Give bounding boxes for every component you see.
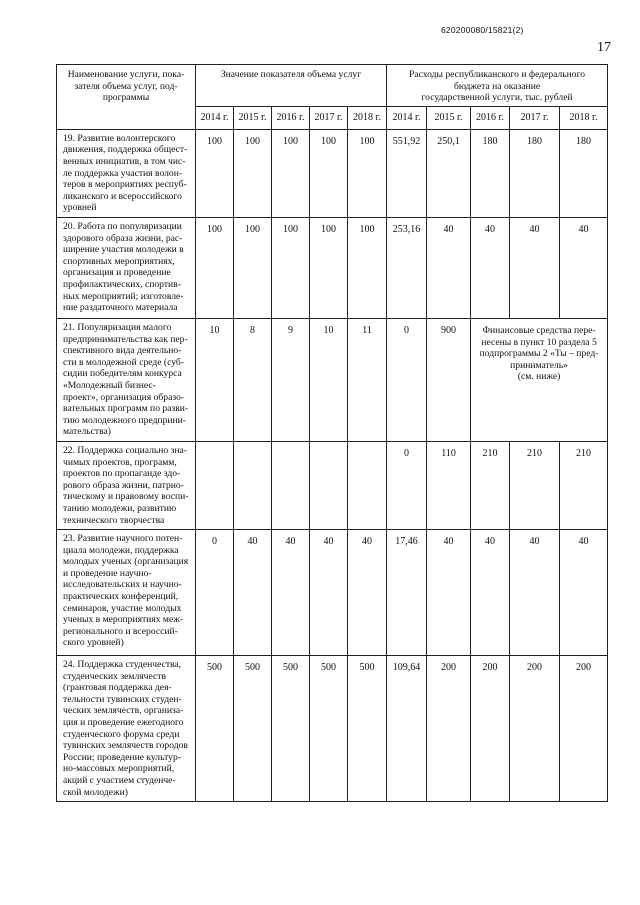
table-row <box>57 656 608 802</box>
volume-value: 100 <box>310 129 348 217</box>
expense-value: 200 <box>510 656 560 802</box>
year-volume-2016: 2016 г. <box>272 106 310 129</box>
expense-value: 210 <box>471 441 510 529</box>
document-id: 620200080/15821(2) <box>441 25 524 35</box>
expense-value: 40 <box>510 217 560 318</box>
year-volume-2015: 2015 г. <box>234 106 272 129</box>
volume-value: 8 <box>234 318 272 441</box>
expense-value: 110 <box>427 441 471 529</box>
expense-value: 900 <box>427 318 471 441</box>
expense-value: 17,46 <box>387 530 427 656</box>
expense-value: 200 <box>560 656 608 802</box>
expense-value: 0 <box>387 318 427 441</box>
expense-value: 210 <box>560 441 608 529</box>
page-number: 17 <box>597 40 611 55</box>
year-expenses-2016: 2016 г. <box>471 106 510 129</box>
year-volume-2014: 2014 г. <box>196 106 234 129</box>
volume-value: 40 <box>348 530 387 656</box>
volume-value: 500 <box>310 656 348 802</box>
table-row <box>57 530 608 656</box>
expense-value: 250,1 <box>427 129 471 217</box>
volume-value: 11 <box>348 318 387 441</box>
service-name: 19. Развитие волонтерского движения, поддержка общест- венных инициатив, в том чис- ле поддержка участия волон- теров в мероприятиях респуб- ликанского и всероссийского уровней <box>57 129 196 217</box>
volume-value: 500 <box>348 656 387 802</box>
expense-value: 40 <box>560 217 608 318</box>
volume-value: 100 <box>196 217 234 318</box>
expense-value: 210 <box>510 441 560 529</box>
expense-value: 253,16 <box>387 217 427 318</box>
expense-value: 40 <box>471 217 510 318</box>
service-name: 20. Работа по популяризации здорового образа жизни, рас- ширение участия молодежи в спортивных мероприятиях, организация и проведение профилактических, спортив- ных мероприятий; изготовле- ние раздаточного материала <box>57 217 196 318</box>
volume-value: 500 <box>234 656 272 802</box>
expense-value: 551,92 <box>387 129 427 217</box>
expense-value: 40 <box>427 217 471 318</box>
transfer-note: Финансовые средства пере- несены в пункт 10 раздела 5 подпрограммы 2 «Ты – пред- приниматель» (см. ниже) <box>471 318 608 441</box>
expense-value: 200 <box>427 656 471 802</box>
expense-value: 40 <box>560 530 608 656</box>
expense-value: 40 <box>471 530 510 656</box>
service-name: 21. Популяризация малого предпринимательства как пер- спективного вида деятельно- сти в молодежной среде (суб- сидии победителям конкурса «Молодежный бизнес- проект», организация образо- вательных программ по разви- тию молодежного предприни- мательства) <box>57 318 196 441</box>
volume-value: 40 <box>272 530 310 656</box>
table-row <box>57 129 608 217</box>
volume-value: 500 <box>272 656 310 802</box>
header-volume: Значение показателя объема услуг <box>196 65 387 107</box>
year-expenses-2014: 2014 г. <box>387 106 427 129</box>
table-row <box>57 318 608 441</box>
volume-value <box>272 441 310 529</box>
services-table <box>56 64 608 802</box>
volume-value <box>234 441 272 529</box>
year-expenses-2017: 2017 г. <box>510 106 560 129</box>
expense-value: 180 <box>471 129 510 217</box>
volume-value <box>348 441 387 529</box>
volume-value <box>310 441 348 529</box>
volume-value: 100 <box>348 217 387 318</box>
volume-value: 100 <box>272 129 310 217</box>
expense-value: 0 <box>387 441 427 529</box>
service-name: 23. Развитие научного потен- циала молодежи, поддержка молодых ученых (организация и проведение научно- исследовательских и научно- практических конференций, семинаров, участие молодых ученых в мероприятиях меж- регионального и всероссий- ского уровней) <box>57 530 196 656</box>
header-service-name: Наименование услуги, пока- зателя объема услуг, под- программы <box>57 65 196 130</box>
expense-value: 40 <box>427 530 471 656</box>
volume-value: 100 <box>272 217 310 318</box>
volume-value: 100 <box>234 217 272 318</box>
service-name: 22. Поддержка социально зна- чимых проектов, программ, проектов по пропаганде здо- рового образа жизни, патрио- тическому и правовому воспи- танию молодежи, развитию технического творчества <box>57 441 196 529</box>
year-volume-2017: 2017 г. <box>310 106 348 129</box>
expense-value: 200 <box>471 656 510 802</box>
expense-value: 109,64 <box>387 656 427 802</box>
volume-value: 40 <box>310 530 348 656</box>
header-expenses: Расходы республиканского и федерального бюджета на оказание государственной услуги, тыс. рублей <box>387 65 608 107</box>
volume-value: 100 <box>348 129 387 217</box>
year-expenses-2018: 2018 г. <box>560 106 608 129</box>
volume-value: 9 <box>272 318 310 441</box>
service-name: 24. Поддержка студенчества, студенческих землячеств (грантовая поддержка дея- тельности тувинских студен- ческих землячеств, организа- ция и проведение ежегодного студенческого форума среди тувинских землячеств городов России; проведение культур- но-массовых мероприятий, акций с участием студенче- ской молодежи) <box>57 656 196 802</box>
table-row <box>57 217 608 318</box>
volume-value: 10 <box>310 318 348 441</box>
year-volume-2018: 2018 г. <box>348 106 387 129</box>
volume-value: 0 <box>196 530 234 656</box>
year-expenses-2015: 2015 г. <box>427 106 471 129</box>
expense-value: 40 <box>510 530 560 656</box>
header-row <box>57 65 608 107</box>
volume-value: 100 <box>196 129 234 217</box>
volume-value: 100 <box>310 217 348 318</box>
volume-value: 40 <box>234 530 272 656</box>
expense-value: 180 <box>510 129 560 217</box>
volume-value: 500 <box>196 656 234 802</box>
volume-value: 100 <box>234 129 272 217</box>
volume-value: 10 <box>196 318 234 441</box>
expense-value: 180 <box>560 129 608 217</box>
volume-value <box>196 441 234 529</box>
table-row <box>57 441 608 529</box>
